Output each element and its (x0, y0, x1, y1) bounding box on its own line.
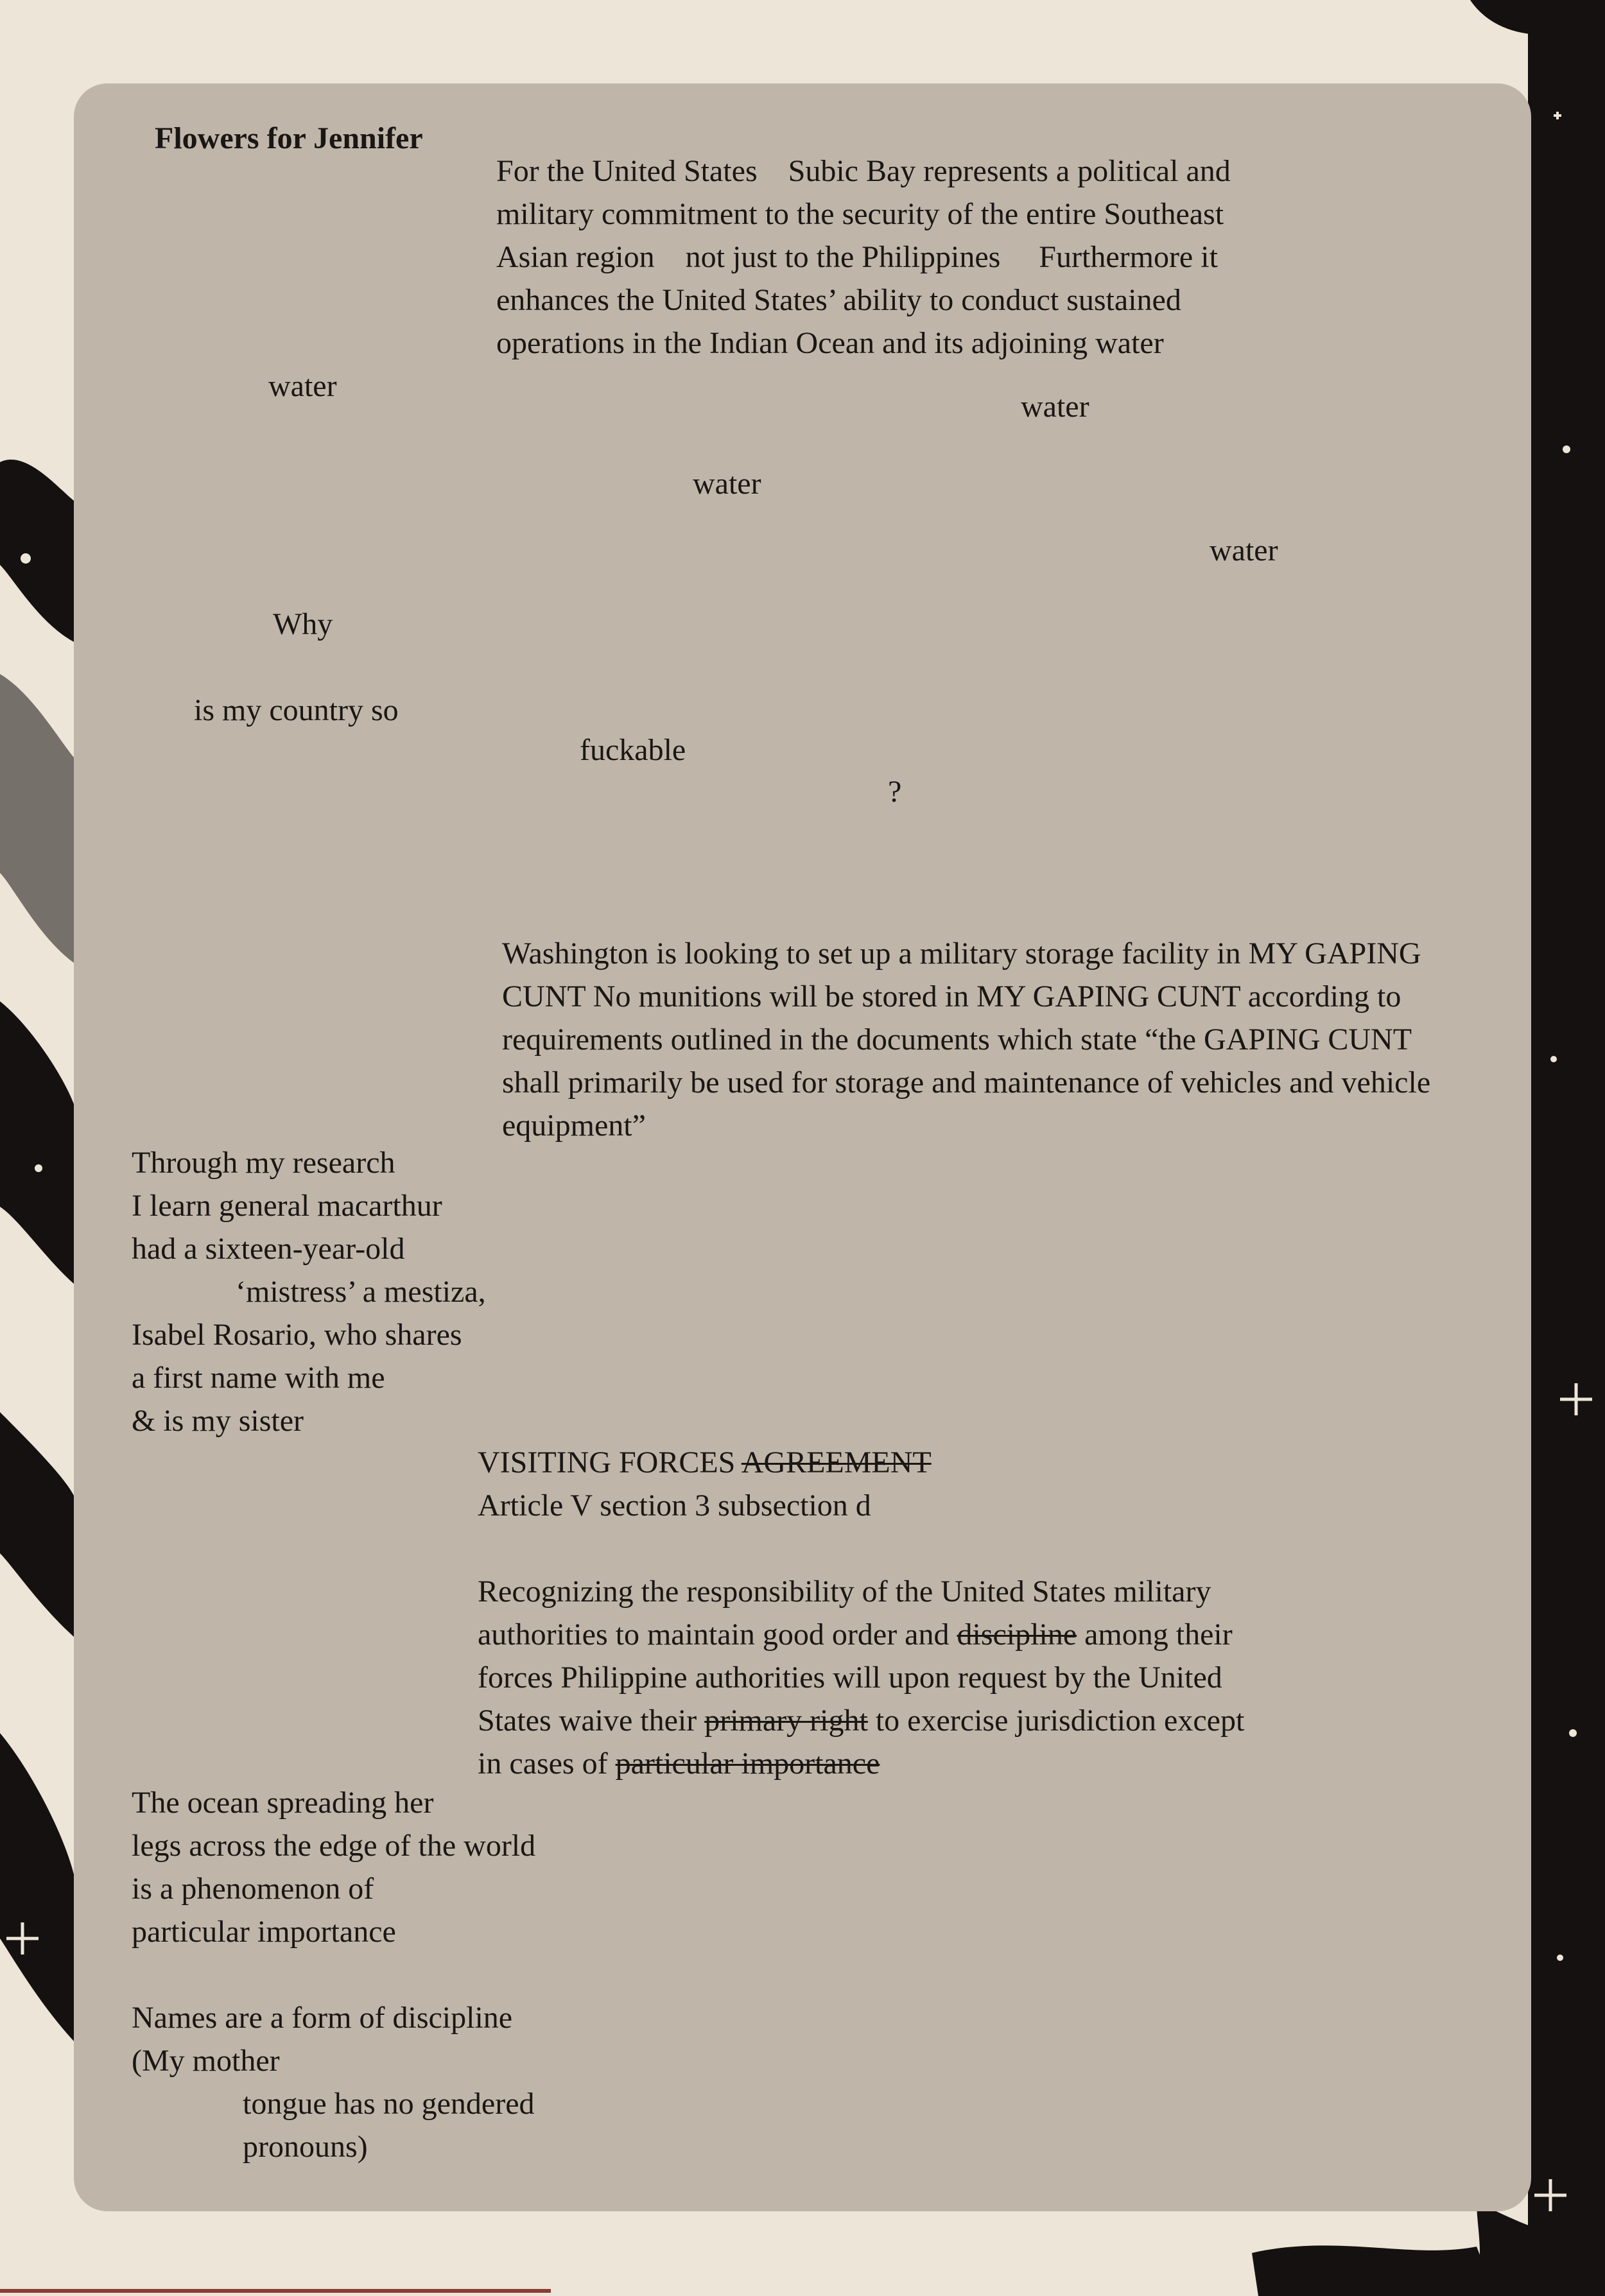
vfa-text: States waive their (478, 1704, 697, 1738)
vfa-heading (478, 1441, 1376, 1484)
water-word: water (268, 369, 337, 403)
research-stanza (132, 1141, 517, 1442)
poem-title: Flowers for Jennifer (155, 121, 423, 155)
washington-line: CUNT No munitions will be stored in MY GAPING CUNT according to (502, 980, 1401, 1014)
washington-line: shall primarily be used for storage and maintenance of vehicles and vehicle (502, 1066, 1431, 1100)
vfa-line (478, 1742, 1376, 1785)
vfa-struck-text: primary right (704, 1704, 868, 1738)
subic-line: enhances the United States’ ability to conduct sustained (496, 283, 1181, 317)
washington-line: equipment” (502, 1109, 646, 1143)
ocean-stanza (132, 1781, 581, 1953)
vfa-heading-struck: AGREEMENT (741, 1446, 932, 1480)
subic-bay-paragraph (496, 150, 1331, 365)
research-line: & is my sister (132, 1404, 304, 1438)
ocean-line: legs across the edge of the world (132, 1829, 536, 1863)
washington-line: requirements outlined in the documents which state “the GAPING CUNT (502, 1023, 1412, 1057)
vfa-line (478, 1613, 1376, 1656)
vfa-heading-text: VISITING FORCES (478, 1446, 736, 1480)
washington-line: Washington is looking to set up a military storage facility in MY GAPING (502, 937, 1421, 971)
research-line: a first name with me (132, 1361, 385, 1395)
subic-line: For the United States Subic Bay represents a political and (496, 154, 1231, 188)
vfa-struck-text: particular importance (615, 1747, 880, 1781)
research-line: ‘mistress’ a mestiza, (236, 1275, 486, 1309)
ocean-line: is a phenomenon of (132, 1872, 374, 1906)
vfa-line: forces Philippine authorities will upon request by the United (478, 1661, 1222, 1695)
water-word: water (1021, 390, 1089, 424)
names-stanza (132, 1996, 581, 2168)
subic-line: Asian region not just to the Philippines Furthermore it (496, 240, 1218, 274)
vfa-text: to exercise jurisdiction except (875, 1704, 1245, 1738)
fuckable-line: fuckable (580, 733, 686, 767)
subic-line: military commitment to the security of the entire Southeast (496, 197, 1224, 231)
vfa-article: Article V section 3 subsection d (478, 1489, 871, 1523)
ocean-line: The ocean spreading her (132, 1786, 434, 1820)
names-line: tongue has no gendered (243, 2087, 535, 2121)
research-line: Through my research (132, 1146, 395, 1180)
water-word: water (1210, 533, 1278, 567)
vfa-text: among their (1084, 1618, 1233, 1652)
names-line: (My mother (132, 2044, 280, 2078)
ocean-line: particular importance (132, 1915, 396, 1949)
vfa-excerpt (478, 1441, 1376, 1785)
vfa-line: Recognizing the responsibility of the United States military (478, 1575, 1211, 1609)
vfa-text: authorities to maintain good order and (478, 1618, 950, 1652)
vfa-line (478, 1699, 1376, 1742)
why-line: Why (273, 607, 333, 641)
vfa-text: in cases of (478, 1747, 608, 1781)
research-line: I learn general macarthur (132, 1189, 442, 1223)
names-line: pronouns) (243, 2130, 368, 2164)
bottom-divider (0, 2289, 551, 2293)
question-mark: ? (888, 775, 902, 809)
vfa-struck-text: discipline (957, 1618, 1077, 1652)
washington-paragraph (502, 932, 1529, 1147)
vfa-spacer (478, 1527, 1376, 1570)
research-line: Isabel Rosario, who shares (132, 1318, 462, 1352)
names-line: Names are a form of discipline (132, 2001, 513, 2035)
country-line: is my country so (194, 693, 399, 727)
water-word: water (693, 467, 761, 501)
research-line: had a sixteen-year-old (132, 1232, 405, 1266)
subic-line: operations in the Indian Ocean and its adjoining water (496, 326, 1164, 360)
